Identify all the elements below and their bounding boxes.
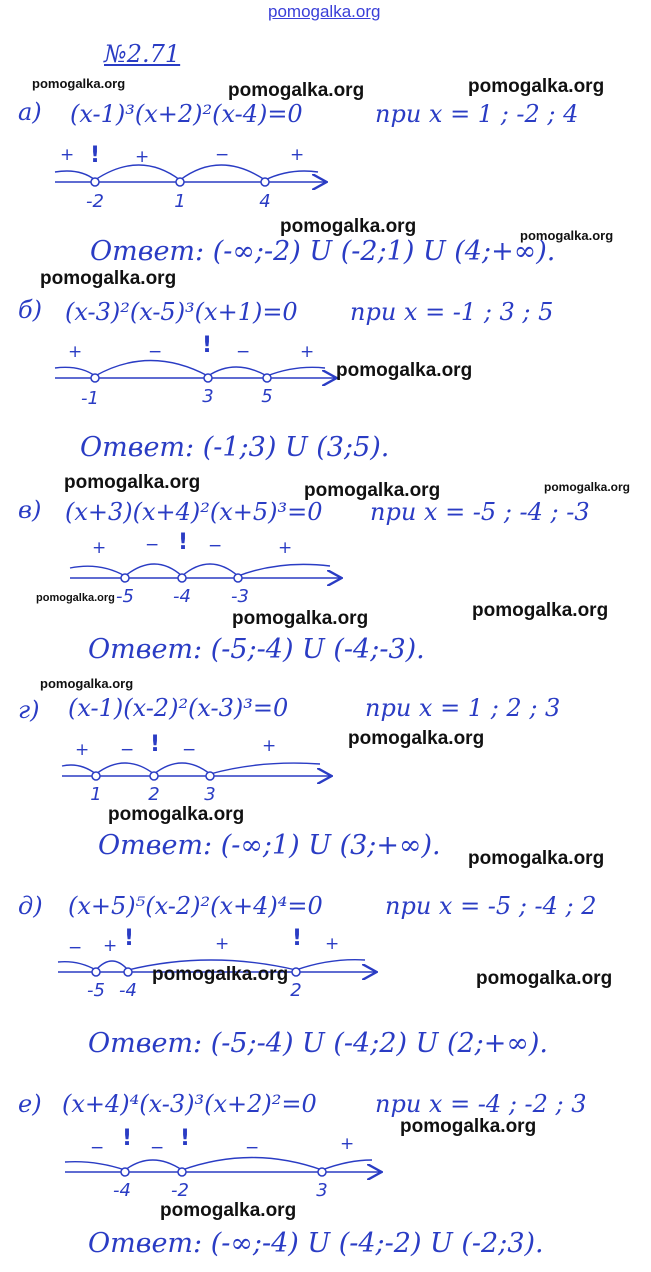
sign-b-4: + [300, 342, 315, 362]
problem-e-answer: Ответ: (-5;-4) U (-4;2) U (2;+∞). [88, 1028, 549, 1059]
tick-a-3: 4 [259, 191, 271, 212]
watermark-17: pomogalka.org [468, 848, 605, 869]
sign-d-2: − [120, 740, 135, 760]
watermark-8: pomogalka.org [64, 472, 201, 493]
sign-e-3: + [215, 934, 230, 954]
sign-b-3: − [236, 342, 251, 362]
watermark-20: pomogalka.org [400, 1116, 537, 1137]
sign-c-1: + [92, 538, 107, 558]
point-e-2 [124, 968, 132, 976]
watermark-5: pomogalka.org [520, 228, 614, 243]
sign-c-4: + [278, 538, 293, 558]
tick-d-3: 3 [204, 784, 216, 805]
problem-e-equation: (x+5)⁵(x-2)²(x+4)⁴=0 [68, 892, 323, 920]
problem-b-label: б) [18, 296, 43, 324]
tick-d-1: 1 [90, 784, 102, 805]
problem-d-label: г) [18, 696, 40, 724]
problem-f-equation: (x+4)⁴(x-3)³(x+2)²=0 [62, 1090, 317, 1118]
point-f-3 [318, 1168, 326, 1176]
point-d-2 [150, 772, 158, 780]
sign-d-4: + [262, 736, 277, 756]
point-e-3 [292, 968, 300, 976]
problem-a-condition: при x = 1 ; -2 ; 4 [375, 100, 579, 128]
exclamation-f-2: ! [180, 1126, 191, 1151]
exclamation-c: ! [178, 530, 189, 555]
problem-c-answer: Ответ: (-5;-4) U (-4;-3). [88, 634, 425, 665]
sign-e-4: + [325, 934, 340, 954]
tick-d-2: 2 [148, 784, 160, 805]
problem-e-label: д) [18, 892, 43, 920]
tick-c-2: -4 [173, 586, 191, 607]
sign-a-4: + [290, 145, 305, 165]
problem-d-equation: (x-1)(x-2)²(x-3)³=0 [68, 694, 289, 722]
problem-b-equation: (x-3)²(x-5)³(x+1)=0 [65, 298, 298, 326]
problem-number-title: №2.71 [104, 40, 181, 68]
point-c-2 [178, 574, 186, 582]
problem-c-equation: (x+3)(x+4)²(x+5)³=0 [65, 498, 323, 526]
sign-f-2: − [150, 1138, 165, 1158]
sign-f-4: + [340, 1134, 355, 1154]
problem-a-answer: Ответ: (-∞;-2) U (-2;1) U (4;+∞). [90, 236, 556, 267]
problem-e-condition: при x = -5 ; -4 ; 2 [385, 892, 597, 920]
problem-c-label: в) [18, 496, 42, 524]
watermark-3: pomogalka.org [468, 76, 605, 97]
sign-a-2: + [135, 147, 150, 167]
watermark-9: pomogalka.org [304, 480, 441, 501]
watermark-19: pomogalka.org [476, 968, 613, 989]
problem-c-condition: при x = -5 ; -4 ; -3 [370, 498, 590, 526]
point-d-1 [92, 772, 100, 780]
watermark-2: pomogalka.org [228, 80, 365, 101]
tick-f-3: 3 [316, 1180, 328, 1201]
sign-a-1: + [60, 145, 75, 165]
sign-c-3: − [208, 536, 223, 556]
tick-b-2: 3 [202, 386, 214, 407]
sign-b-1: + [68, 342, 83, 362]
point-c-3 [234, 574, 242, 582]
point-d-3 [206, 772, 214, 780]
number-line-b [55, 361, 335, 383]
problem-b-answer: Ответ: (-1;3) U (3;5). [80, 432, 390, 463]
sign-e-1: − [68, 938, 83, 958]
watermark-13: pomogalka.org [472, 600, 609, 621]
number-line-c [70, 564, 340, 582]
watermark-18: pomogalka.org [152, 964, 289, 985]
sign-a-3: − [215, 145, 230, 165]
point-a-3 [261, 178, 269, 186]
watermark-14: pomogalka.org [40, 676, 134, 691]
sign-d-1: + [75, 740, 90, 760]
tick-c-3: -3 [231, 586, 249, 607]
point-f-1 [121, 1168, 129, 1176]
sign-c-2: − [145, 535, 160, 555]
tick-e-1: -5 [87, 980, 105, 1001]
point-b-3 [263, 374, 271, 382]
watermark-7: pomogalka.org [336, 360, 473, 381]
exclamation-a: ! [90, 143, 101, 168]
tick-f-1: -4 [113, 1180, 131, 1201]
point-b-2 [204, 374, 212, 382]
watermark-15: pomogalka.org [348, 728, 485, 749]
sign-e-2: + [103, 936, 118, 956]
point-a-1 [91, 178, 99, 186]
watermark-10: pomogalka.org [544, 480, 631, 494]
number-line-d [62, 763, 330, 780]
problem-f-condition: при x = -4 ; -2 ; 3 [375, 1090, 587, 1118]
exclamation-e-1: ! [124, 926, 135, 951]
problem-f-answer: Ответ: (-∞;-4) U (-4;-2) U (-2;3). [88, 1228, 544, 1259]
tick-a-1: -2 [86, 191, 104, 212]
site-link-top[interactable]: pomogalka.org [268, 2, 381, 21]
exclamation-d: ! [150, 732, 161, 757]
watermark-12: pomogalka.org [232, 608, 369, 629]
tick-f-2: -2 [171, 1180, 189, 1201]
problem-f-label: е) [18, 1090, 42, 1118]
problem-d-condition: при x = 1 ; 2 ; 3 [365, 694, 561, 722]
point-b-1 [91, 374, 99, 382]
number-line-f [65, 1158, 380, 1177]
watermark-21: pomogalka.org [160, 1200, 297, 1221]
sign-b-2: − [148, 342, 163, 362]
point-f-2 [178, 1168, 186, 1176]
watermark-16: pomogalka.org [108, 804, 245, 825]
problem-d-answer: Ответ: (-∞;1) U (3;+∞). [98, 830, 441, 861]
point-c-1 [121, 574, 129, 582]
problem-b-condition: при x = -1 ; 3 ; 5 [350, 298, 554, 326]
tick-e-2: -4 [119, 980, 137, 1001]
number-line-a [55, 165, 325, 186]
tick-b-1: -1 [81, 388, 99, 409]
exclamation-e-2: ! [292, 926, 303, 951]
sign-f-3: − [245, 1138, 260, 1158]
exclamation-f-1: ! [122, 1126, 133, 1151]
problem-a-equation: (x-1)³(x+2)²(x-4)=0 [70, 100, 303, 128]
tick-b-3: 5 [261, 386, 273, 407]
problem-a-label: а) [18, 98, 42, 126]
watermark-6: pomogalka.org [40, 268, 177, 289]
watermark-1: pomogalka.org [32, 76, 126, 91]
exclamation-b: ! [202, 333, 213, 358]
tick-a-2: 1 [174, 191, 186, 212]
tick-c-1: -5 [116, 586, 134, 607]
watermark-4: pomogalka.org [280, 216, 417, 237]
watermark-11: pomogalka.org [36, 592, 115, 604]
tick-e-3: 2 [290, 980, 302, 1001]
point-e-1 [92, 968, 100, 976]
sign-d-3: − [182, 740, 197, 760]
point-a-2 [176, 178, 184, 186]
sign-f-1: − [90, 1138, 105, 1158]
